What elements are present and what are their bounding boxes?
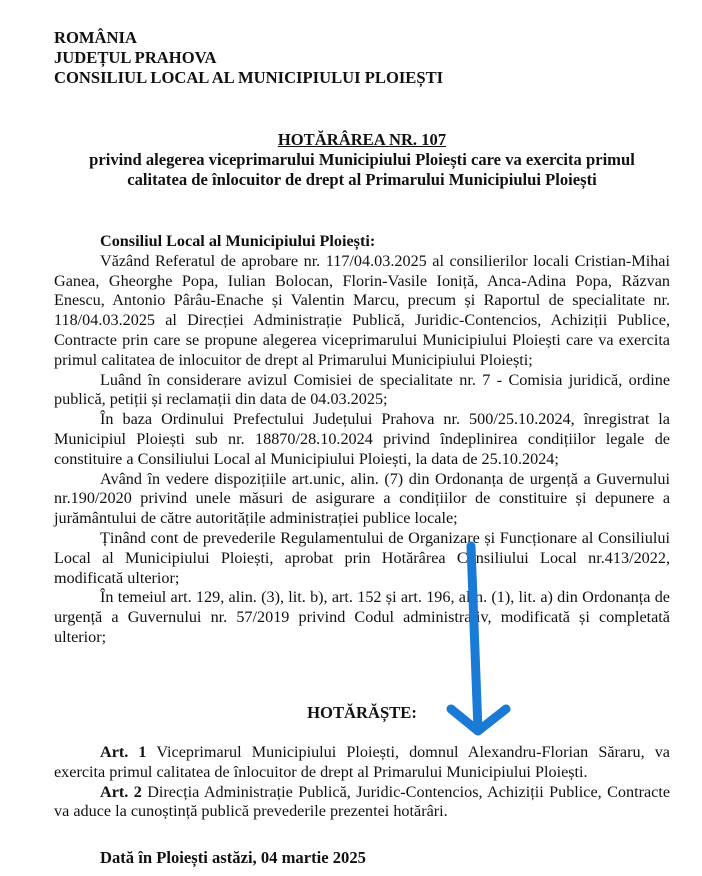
document-header <box>54 28 443 88</box>
article-2 <box>54 783 670 823</box>
decision-subject-line-1: privind alegerea viceprimarului Municipiului Ploiești care va exercita primul <box>89 150 635 169</box>
decision-title-block <box>54 130 670 190</box>
preamble <box>54 232 670 648</box>
article-1-text: Viceprimarul Municipiului Ploiești, domnul Alexandru-Florian Săraru, va exercita primul calitatea de înlocuitor de drept al Primarului Municipiului Ploiești. <box>54 743 670 781</box>
article-1 <box>54 743 670 783</box>
preamble-paragraph: În temeiul art. 129, alin. (3), lit. b), art. 152 și art. 196, alin. (1), lit. a) din Ordonanța de urgență a Guvernului nr. 57/2019 privind Codul administrativ, modificată și completată ulterior; <box>54 588 670 646</box>
preamble-paragraph: Având în vedere dispozițiile art.unic, alin. (7) din Ordonanța de urgență a Guvernului nr.190/2020 privind unele măsuri de asigurare a condițiilor de constituire și depunere a jurământului de către autoritățile administrației publice locale; <box>54 469 670 528</box>
header-council: CONSILIUL LOCAL AL MUNICIPIULUI PLOIEȘTI <box>54 68 444 87</box>
decision-heading: HOTĂRĂȘTE: <box>307 703 417 722</box>
preamble-paragraph: Văzând Referatul de aprobare nr. 117/04.03.2025 al consilierilor locali Cristian-Mihai Ganea, Gheorghe Popa, Iulian Bolocan, Florin-Vasile Ioniță, Anca-Adina Popa, Răzvan Enescu, Antonio Pârâu-Enache și Valentin Marcu, precum și Raportul de specialitate nr. 118/04.03.2025 al Direcției Administrație Publică, Juridic-Contencios, Achiziții Publice, Contracte prin care se propune alegerea viceprimarului Municipiului Ploiești care va exercita primul calitatea de inlocuitor de drept al Primarului Municipiului Ploiești; <box>54 251 670 369</box>
closing-date: Dată în Ploiești astăzi, 04 martie 2025 <box>100 848 366 867</box>
preamble-paragraph: Luând în considerare avizul Comisiei de specialitate nr. 7 - Comisia juridică, ordine publică, petiții și reclamații din data de 04.03.2025; <box>54 370 670 409</box>
article-2-text: Direcția Administrație Publică, Juridic-Contencios, Achiziții Publice, Contracte va aduce la cunoștință publică prevederile prezentei hotărâri. <box>54 782 671 821</box>
decision-number: HOTĂRÂREA NR. 107 <box>277 130 447 149</box>
articles <box>54 743 670 822</box>
preamble-intro: Consiliul Local al Municipiului Ploiești: <box>100 232 376 250</box>
preamble-paragraph: Ținând cont de prevederile Regulamentului de Organizare și Funcționare al Consiliului Local al Municipiului Ploiești, aprobat prin Hotărârea Consiliului Local nr.413/2022, modificată ulterior; <box>54 528 670 587</box>
article-1-label: Art. 1 <box>100 743 147 761</box>
article-2-label: Art. 2 <box>100 782 142 801</box>
decision-subject-line-2: calitatea de înlocuitor de drept al Primarului Municipiului Ploiești <box>127 170 597 189</box>
header-country: ROMÂNIA <box>54 28 137 47</box>
header-county: JUDEȚUL PRAHOVA <box>54 48 217 67</box>
preamble-paragraph: În baza Ordinului Prefectului Județului Prahova nr. 500/25.10.2024, înregistrat la Municipiul Ploiești sub nr. 18870/28.10.2024 privind îndeplinirea condițiilor legale de constituire a Consiliului Local al Municipiului Ploiești, la data de 25.10.2024; <box>54 410 670 468</box>
